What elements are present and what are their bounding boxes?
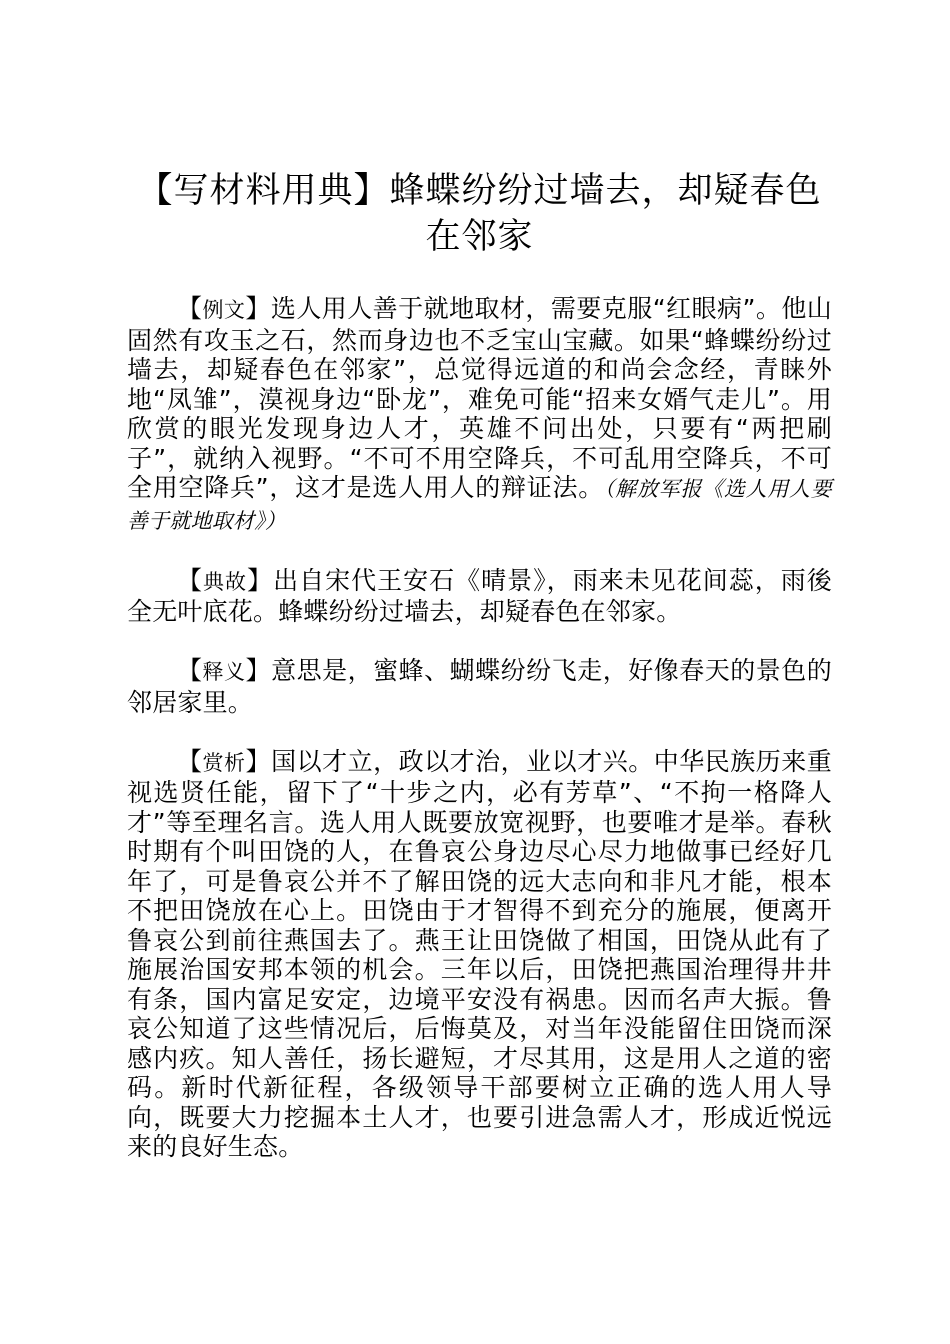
section-example: 【例文】选人用人善于就地取材，需要克服“红眼病”。他山固然有攻玉之石，然而身边也不乏宝山宝藏。如果“蜂蝶纷纷过墙去，却疑春色在邻家”，总觉得远道的和尚会念经，青睐外地“凤雏”，漠视身边“卧龙”，难免可能“招来女婿气走儿”。用欣赏的眼光发现身边人才，英雄不问出处，只要有“两把刷子”，就纳入视野。“不可不用空降兵，不可乱用空降兵，不可全用空降兵”，这才是选人用人的辩证法。（解放军报《选人用人要善于就地取材》）	[127, 294, 833, 533]
document-title: 【写材料用典】蜂蝶纷纷过墙去，却疑春色在邻家	[137, 171, 822, 257]
section-allusion: 【典故】出自宋代王安石《晴景》，雨来未见花间蕊，雨後全无叶底花。蜂蝶纷纷过墙去，却疑春色在邻家。	[127, 565, 833, 626]
section-source: （解放军报《选人用人要善于就地取材》）	[127, 477, 832, 533]
section-body: 国以才立，政以才治，业以才兴。中华民族历来重视选贤任能，留下了“十步之内，必有芳草”、“不拘一格降人才”等至理名言。选人用人既要放宽视野，也要唯才是举。春秋时期有个叫田饶的人，在鲁哀公身边尽心尽力地做事已经好几年了，可是鲁哀公并不了解田饶的远大志向和非凡才能，根本不把田饶放在心上。田饶由于才智得不到充分的施展，便离开鲁哀公到前往燕国去了。燕王让田饶做了相国，田饶从此有了施展治国安邦本领的机会。三年以后，田饶把燕国治理得井井有条，国内富足安定，边境平安没有祸患。因而名声大振。鲁哀公知道了这些情况后，后悔莫及，对当年没能留住田饶而深感内疚。知人善任，扬长避短，才尽其用，这是用人之道的密码。新时代新征程，各级领导干部要树立正确的选人用人导向，既要大力挖掘本土人才，也要引进急需人才，形成近悦远来的良好生态。	[127, 746, 833, 1161]
section-body: 意思是，蜜蜂、蝴蝶纷纷飞走，好像春天的景色的邻居家里。	[127, 656, 833, 717]
section-label: 赏析	[202, 750, 246, 775]
section-label: 释义	[202, 660, 246, 684]
section-meaning: 【释义】意思是，蜜蜂、蝴蝶纷纷飞走，好像春天的景色的邻居家里。	[127, 656, 833, 717]
document-page	[127, 168, 832, 1162]
section-analysis: 【赏析】国以才立，政以才治，业以才兴。中华民族历来重视选贤任能，留下了“十步之内，必有芳草”、“不拘一格降人才”等至理名言。选人用人既要放宽视野，也要唯才是举。春秋时期有个叫田饶的人，在鲁哀公身边尽心尽力地做事已经好几年了，可是鲁哀公并不了解田饶的远大志向和非凡才能，根本不把田饶放在心上。田饶由于才智得不到充分的施展，便离开鲁哀公到前往燕国去了。燕王让田饶做了相国，田饶从此有了施展治国安邦本领的机会。三年以后，田饶把燕国治理得井井有条，国内富足安定，边境平安没有祸患。因而名声大振。鲁哀公知道了这些情况后，后悔莫及，对当年没能留住田饶而深感内疚。知人善任，扬长避短，才尽其用，这是用人之道的密码。新时代新征程，各级领导干部要树立正确的选人用人导向，既要大力挖掘本土人才，也要引进急需人才，形成近悦远来的良好生态。	[127, 746, 833, 1161]
section-label: 典故	[203, 569, 248, 594]
section-body: 出自宋代王安石《晴景》，雨来未见花间蕊，雨後全无叶底花。蜂蝶纷纷过墙去，却疑春色在邻家。	[127, 565, 833, 626]
section-body: 选人用人善于就地取材，需要克服“红眼病”。他山固然有攻玉之石，然而身边也不乏宝山宝藏。如果“蜂蝶纷纷过墙去，却疑春色在邻家”，总觉得远道的和尚会念经，青睐外地“凤雏”，漠视身边“卧龙”，难免可能“招来女婿气走儿”。用欣赏的眼光发现身边人才，英雄不问出处，只要有“两把刷子”，就纳入视野。“不可不用空降兵，不可乱用空降兵，不可全用空降兵”，这才是选人用人的辩证法。	[127, 294, 833, 502]
section-label: 例文	[202, 298, 246, 322]
